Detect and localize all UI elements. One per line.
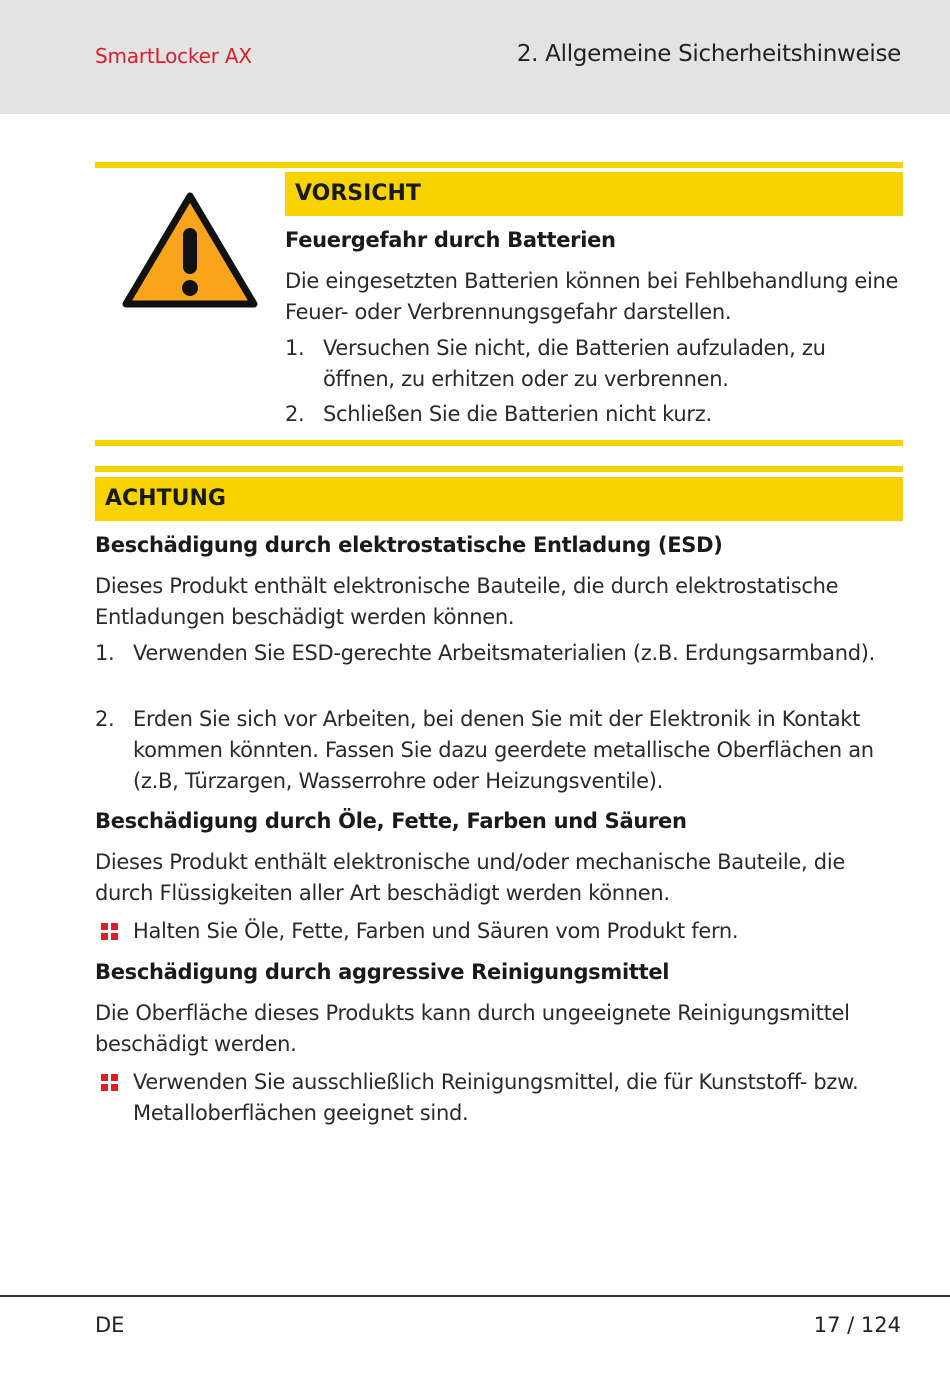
step-number: 2. bbox=[95, 707, 115, 731]
esd-step bbox=[95, 638, 903, 700]
step-number: 2. bbox=[285, 402, 305, 426]
step-number: 1. bbox=[285, 336, 305, 360]
caution-label: VORSICHT bbox=[285, 172, 903, 216]
caution-bottom-rule bbox=[95, 440, 903, 446]
section-title: Beschädigung durch elektrostatische Entladung (ESD) bbox=[95, 533, 723, 557]
caution-step bbox=[285, 333, 903, 395]
step-text: Versuchen Sie nicht, die Batterien aufzuladen, zu öffnen, zu erhitzen oder zu verbrennen. bbox=[323, 336, 826, 391]
caution-top-rule bbox=[95, 162, 903, 168]
step-text: Verwenden Sie ESD-gerechte Arbeitsmaterialien (z.B. Erdungsarmband). bbox=[133, 641, 876, 665]
step-text: Schließen Sie die Batterien nicht kurz. bbox=[323, 402, 712, 426]
section-text: Dieses Produkt enthält elektronische Bauteile, die durch elektrostatische Entladungen beschädigt werden können. bbox=[95, 574, 839, 629]
caution-step bbox=[285, 399, 903, 430]
step-number: 1. bbox=[95, 641, 115, 665]
esd-step bbox=[95, 704, 903, 797]
bullet-text: Halten Sie Öle, Fette, Farben und Säuren vom Produkt fern. bbox=[133, 919, 739, 943]
brand-name: SmartLocker AX bbox=[95, 44, 252, 68]
section-text: Dieses Produkt enthält elektronische und/oder mechanische Bauteile, die durch Flüssigkeiten aller Art beschädigt werden können. bbox=[95, 850, 845, 905]
bullet-text: Verwenden Sie ausschließlich Reinigungsmittel, die für Kunststoff- bzw. Metalloberflächen geeignet sind. bbox=[133, 1070, 859, 1125]
caution-title: Feuergefahr durch Batterien bbox=[285, 228, 616, 252]
footer-language: DE bbox=[95, 1313, 125, 1337]
section-text: Die Oberfläche dieses Produkts kann durch ungeeignete Reinigungsmittel beschädigt werden. bbox=[95, 1001, 850, 1056]
caution-text: Die eingesetzten Batterien können bei Fehlbehandlung eine Feuer- oder Verbrennungsgefahr darstellen. bbox=[285, 269, 899, 324]
footer-rule bbox=[0, 1295, 950, 1297]
attention-top-rule bbox=[95, 466, 903, 472]
attention-label: ACHTUNG bbox=[95, 477, 903, 521]
bullet-icon bbox=[101, 923, 118, 940]
section-title: Beschädigung durch aggressive Reinigungsmittel bbox=[95, 960, 670, 984]
step-text: Erden Sie sich vor Arbeiten, bei denen Sie mit der Elektronik in Kontakt kommen könnten. Fassen Sie dazu geerdete metallische Oberflächen an (z.B, Türzargen, Wasserrohre oder Heizungsventile). bbox=[133, 707, 874, 793]
bullet-icon bbox=[101, 1074, 118, 1091]
section-title: Beschädigung durch Öle, Fette, Farben und Säuren bbox=[95, 809, 687, 833]
warning-triangle-icon bbox=[122, 190, 258, 310]
page-number: 17 / 124 bbox=[813, 1313, 901, 1337]
page-header bbox=[0, 0, 950, 114]
chapter-title: 2. Allgemeine Sicherheitshinweise bbox=[516, 41, 901, 67]
